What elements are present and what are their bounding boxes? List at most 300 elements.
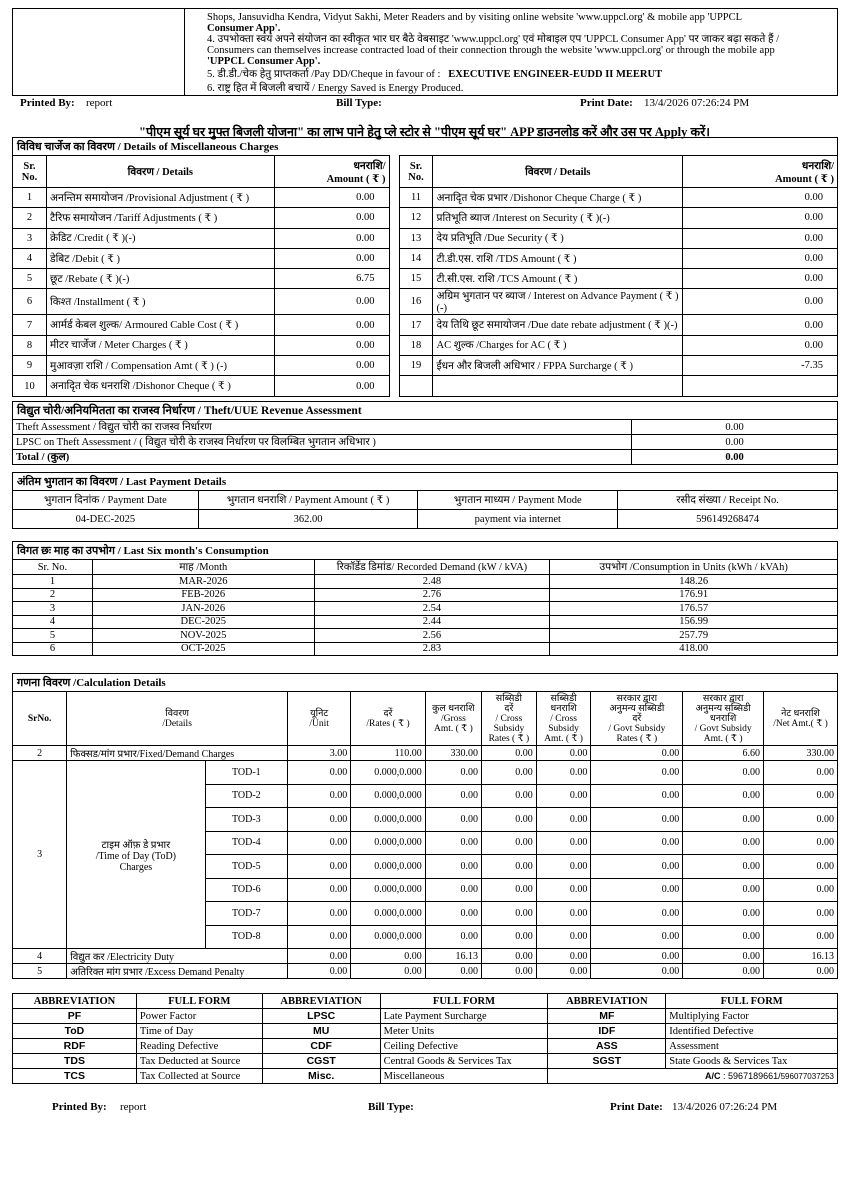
theft-total-label: Total / (कुल) — [13, 450, 632, 465]
theft-total-amount: 0.00 — [632, 450, 838, 465]
footer-bill-type-label: Bill Type: — [368, 1101, 414, 1113]
calc-net: 0.00 — [763, 855, 837, 879]
misc-label: अनादृित चेक धनराशि /Dishonor Cheque ( ₹ ) — [46, 376, 274, 396]
calc-tod-name: TOD-8 — [205, 925, 288, 949]
misc-row — [13, 335, 838, 355]
cons-month: NOV-2025 — [92, 629, 314, 643]
calc-cross-subsidy-rate: 0.00 — [482, 902, 537, 926]
misc-sr: 5 — [13, 269, 47, 289]
calc-gross: 0.00 — [425, 761, 481, 785]
payment-amount: 362.00 — [198, 510, 418, 529]
misc-sr: 6 — [13, 289, 47, 315]
consumption-row — [13, 642, 838, 656]
account-label: A/C — [705, 1071, 721, 1081]
calc-details-header: विवरण /Details — [67, 692, 288, 746]
note-line1: Shops, Jansuvidha Kendra, Vidyut Sakhi, Meter Readers and by visiting online website 'www.uppcl.org' & mobile app 'UPPCL — [207, 12, 743, 23]
last-payment-table — [12, 490, 838, 529]
consumption-row — [13, 615, 838, 629]
payment-mode: payment via internet — [418, 510, 618, 529]
calc-cross-subsidy-amt: 0.00 — [536, 808, 591, 832]
abbr-fullform: Time of Day — [136, 1024, 262, 1039]
misc-charges-title: विविध चार्जेज का विवरण / Details of Miscellaneous Charges — [12, 137, 838, 155]
print-date-label: Print Date: — [580, 97, 633, 109]
theft-section — [12, 401, 838, 465]
calc-rate: 110.00 — [351, 746, 425, 761]
misc-label: अग्रिम भुगतान पर ब्याज / Interest on Advance Payment ( ₹ )(-) — [433, 289, 683, 315]
calc-sr: 2 — [13, 746, 67, 761]
abbr-fullform: Tax Collected at Source — [136, 1069, 262, 1084]
misc-label: प्रतिभूति ब्याज /Interest on Security ( ₹ )(-) — [433, 208, 683, 228]
print-date-value: 13/4/2026 07:26:24 PM — [644, 97, 750, 109]
note-line2: 4. उपभोक्ता स्वयं अपने संयोजन का स्वीकृत भार घर बैठे वेबसाइट 'www.uppcl.org' एवं मोबाइल एप 'UPPCL Consumer App' पर जाकर बढ़ा सकते हैं / — [207, 34, 780, 45]
abbr-code: IDF — [548, 1024, 666, 1039]
calc-unit: 0.00 — [288, 902, 351, 926]
last-payment-header-row — [13, 491, 838, 510]
calc-gross: 0.00 — [425, 925, 481, 949]
misc-amount: 0.00 — [683, 188, 838, 208]
theft-row-label: LPSC on Theft Assessment / ( विद्युत चोरी के राजस्व निर्धारण पर विलम्बित भुगतान अधिभार ) — [13, 435, 632, 450]
note-line5: 6. राष्ट्र हित में बिजली बचायें / Energy Saved is Energy Produced. — [207, 83, 464, 94]
misc-amount: 0.00 — [274, 208, 389, 228]
calc-govt-subsidy-amt: 0.00 — [683, 855, 764, 879]
cons-month: OCT-2025 — [92, 642, 314, 656]
misc-label: अनन्तिम समायोजन /Provisional Adjustment ( ₹ ) — [46, 188, 274, 208]
calc-rate: 0.000,0.000 — [351, 761, 425, 785]
calc-tail-row — [13, 949, 838, 964]
receipt-no: 596149268474 — [618, 510, 838, 529]
misc-amount: -7.35 — [683, 356, 838, 376]
cons-units: 148.26 — [550, 575, 838, 589]
calc-gross: 330.00 — [425, 746, 481, 761]
calc-govt-subsidy-rate: 0.00 — [591, 949, 683, 964]
misc-label: देय प्रतिभूति /Due Security ( ₹ ) — [433, 228, 683, 248]
abbr-header: ABBREVIATION — [13, 994, 137, 1009]
calc-tod-name: TOD-2 — [205, 784, 288, 808]
calc-net: 0.00 — [763, 878, 837, 902]
misc-label: अनादृित चेक प्रभार /Dishonor Cheque Charge ( ₹ ) — [433, 188, 683, 208]
misc-sr: 17 — [399, 315, 433, 335]
calc-sr-header: SrNo. — [13, 692, 67, 746]
consumption-title: विगत छः माह का उपभोग / Last Six month's Consumption — [12, 541, 838, 559]
consumption-table — [12, 559, 838, 656]
calc-label: अतिरिक्त मांग प्रभार /Excess Demand Penalty — [67, 964, 288, 979]
cons-month: DEC-2025 — [92, 615, 314, 629]
last-payment-row — [13, 510, 838, 529]
calc-govt-subsidy-amt: 0.00 — [683, 949, 764, 964]
misc-header-row — [13, 156, 838, 188]
consumption-row — [13, 575, 838, 589]
abbr-code: TDS — [13, 1054, 137, 1069]
cons-units: 156.99 — [550, 615, 838, 629]
calc-net: 0.00 — [763, 902, 837, 926]
calc-cross-subsidy-rate: 0.00 — [482, 949, 537, 964]
misc-amount: 0.00 — [274, 356, 389, 376]
misc-gap — [389, 335, 399, 355]
misc-sr-header: Sr. No. — [13, 156, 47, 188]
abbr-code: LPSC — [262, 1009, 380, 1024]
cons-demand: 2.83 — [314, 642, 550, 656]
calc-rate: 0.000,0.000 — [351, 808, 425, 832]
misc-label: मुआवज़ा राशि / Compensation Amt ( ₹ ) (-) — [46, 356, 274, 376]
calc-header-row — [13, 692, 838, 746]
calc-unit: 0.00 — [288, 808, 351, 832]
misc-sr: 13 — [399, 228, 433, 248]
calc-cross-subsidy-rate: 0.00 — [482, 964, 537, 979]
theft-row-amount: 0.00 — [632, 435, 838, 450]
cons-month: MAR-2026 — [92, 575, 314, 589]
abbr-code: TCS — [13, 1069, 137, 1084]
calc-cross-subsidy-rate: 0.00 — [482, 878, 537, 902]
calc-label: विद्युत कर /Electricity Duty — [67, 949, 288, 964]
abbr-fullform: Tax Deducted at Source — [136, 1054, 262, 1069]
calc-tod-name: TOD-6 — [205, 878, 288, 902]
cons-sr-header: Sr. No. — [13, 560, 93, 575]
calc-rates-header: दरें /Rates ( ₹ ) — [351, 692, 425, 746]
calc-cross-subsidy-rate: 0.00 — [482, 761, 537, 785]
misc-label: क्रेडिट /Credit ( ₹ )(-) — [46, 228, 274, 248]
calc-cross-subsidy-amt: 0.00 — [536, 964, 591, 979]
cons-demand: 2.56 — [314, 629, 550, 643]
abbr-code: SGST — [548, 1054, 666, 1069]
abbr-fullform: Assessment — [666, 1039, 838, 1054]
misc-label — [433, 376, 683, 396]
account-number — [548, 1069, 838, 1084]
calc-fixed-row — [13, 746, 838, 761]
abbr-fullform: Miscellaneous — [380, 1069, 548, 1084]
theft-row-label: Theft Assessment / विद्युत चोरी का राजस्व निर्धारण — [13, 420, 632, 435]
calc-tod-name: TOD-1 — [205, 761, 288, 785]
misc-amount: 0.00 — [274, 228, 389, 248]
calc-cross-subsidy-rate: 0.00 — [482, 855, 537, 879]
abbreviation-section — [12, 993, 838, 1084]
theft-row — [13, 435, 838, 450]
print-header — [20, 97, 820, 111]
calc-govt-subsidy-rate: 0.00 — [591, 964, 683, 979]
cons-demand: 2.48 — [314, 575, 550, 589]
misc-gap — [389, 289, 399, 315]
calc-tod-name: TOD-3 — [205, 808, 288, 832]
misc-amount: 0.00 — [683, 208, 838, 228]
calc-gross: 0.00 — [425, 878, 481, 902]
misc-sr-header-2: Sr. No. — [399, 156, 433, 188]
last-payment-title: अंतिम भुगतान का विवरण / Last Payment Details — [12, 472, 838, 490]
abbr-code: ASS — [548, 1039, 666, 1054]
fullform-header: FULL FORM — [136, 994, 262, 1009]
misc-gap — [389, 208, 399, 228]
calc-tail-row — [13, 964, 838, 979]
calc-govt-subsidy-amt-header: सरकार द्वारा अनुमन्य सब्सिडी धनराशि / Govt Subsidy Amt. ( ₹ ) — [683, 692, 764, 746]
misc-label: डेबिट /Debit ( ₹ ) — [46, 248, 274, 268]
note-line1b: Consumer App'. — [207, 23, 281, 34]
cons-units-header: उपभोग /Consumption in Units (kWh / kVAh) — [550, 560, 838, 575]
calc-cross-subsidy-rate: 0.00 — [482, 831, 537, 855]
misc-amount: 0.00 — [274, 315, 389, 335]
abbr-code: Misc. — [262, 1069, 380, 1084]
misc-amount — [683, 376, 838, 396]
calc-unit: 0.00 — [288, 878, 351, 902]
account-value-2: 596077037253 — [780, 1072, 834, 1081]
abbr-code: MU — [262, 1024, 380, 1039]
misc-amount: 0.00 — [274, 289, 389, 315]
cons-sr: 4 — [13, 615, 93, 629]
calc-cross-subsidy-amt: 0.00 — [536, 761, 591, 785]
notes-blank-cell — [13, 9, 185, 95]
cons-demand-header: रिकॉर्डेड डिमांड/ Recorded Demand (kW / kVA) — [314, 560, 550, 575]
misc-amount: 0.00 — [683, 228, 838, 248]
misc-sr: 10 — [13, 376, 47, 396]
calc-govt-subsidy-rates-header: सरकार द्वारा अनुमन्य सब्सिडी दरें / Govt Subsidy Rates ( ₹ ) — [591, 692, 683, 746]
footer-printed-by-label: Printed By: — [52, 1101, 107, 1113]
consumption-row — [13, 602, 838, 616]
pm-surya-banner: "पीएम सूर्य घर मुफ्त बिजली योजना" का लाभ पाने हेतु प्ले स्टोर से "पीएम सूर्य घर" APP डाउनलोड करें और उस पर Apply करें। — [139, 125, 710, 139]
calc-govt-subsidy-amt: 0.00 — [683, 878, 764, 902]
cons-month: JAN-2026 — [92, 602, 314, 616]
misc-amount: 0.00 — [683, 289, 838, 315]
misc-sr: 4 — [13, 248, 47, 268]
calc-cross-subsidy-amt: 0.00 — [536, 878, 591, 902]
calc-cross-subsidy-rate: 0.00 — [482, 784, 537, 808]
misc-amount: 0.00 — [274, 188, 389, 208]
cons-units: 176.57 — [550, 602, 838, 616]
calc-cross-subsidy-amt: 0.00 — [536, 925, 591, 949]
calc-gross-header: कुल धनराशि /Gross Amt. ( ₹ ) — [425, 692, 481, 746]
calc-tod-name: TOD-5 — [205, 855, 288, 879]
misc-row — [13, 228, 838, 248]
calc-govt-subsidy-amt: 0.00 — [683, 831, 764, 855]
misc-amount: 6.75 — [274, 269, 389, 289]
theft-title: विद्युत चोरी/अनियमितता का राजस्व निर्धारण / Theft/UUE Revenue Assessment — [12, 401, 838, 419]
misc-sr: 12 — [399, 208, 433, 228]
misc-gap — [389, 248, 399, 268]
calc-govt-subsidy-rate: 0.00 — [591, 902, 683, 926]
calc-tod-row — [13, 761, 838, 785]
calc-govt-subsidy-amt: 0.00 — [683, 784, 764, 808]
calc-govt-subsidy-amt: 0.00 — [683, 925, 764, 949]
misc-label: किश्त /Installment ( ₹ ) — [46, 289, 274, 315]
calc-gross: 16.13 — [425, 949, 481, 964]
abbr-fullform: Central Goods & Services Tax — [380, 1054, 548, 1069]
calc-sr: 4 — [13, 949, 67, 964]
calc-tod-name: TOD-7 — [205, 902, 288, 926]
misc-gap — [389, 376, 399, 396]
calc-sr: 5 — [13, 964, 67, 979]
receipt-no-header: रसीद संख्या / Receipt No. — [618, 491, 838, 510]
consumption-row — [13, 588, 838, 602]
calc-cross-subsidy-amt: 0.00 — [536, 902, 591, 926]
abbr-fullform: Reading Defective — [136, 1039, 262, 1054]
misc-amount: 0.00 — [274, 335, 389, 355]
calc-gross: 0.00 — [425, 784, 481, 808]
abbreviation-table — [12, 993, 838, 1084]
calc-net: 0.00 — [763, 784, 837, 808]
misc-sr: 15 — [399, 269, 433, 289]
calc-unit: 0.00 — [288, 964, 351, 979]
footer-print-date-label: Print Date: — [610, 1101, 663, 1113]
payment-date-header: भुगतान दिनांक / Payment Date — [13, 491, 199, 510]
calc-cross-subsidy-rates-header: सब्सिडी दरें / Cross Subsidy Rates ( ₹ ) — [482, 692, 537, 746]
calc-tod-name: TOD-4 — [205, 831, 288, 855]
misc-label: टैरिफ समायोजन /Tariff Adjustments ( ₹ ) — [46, 208, 274, 228]
cons-units: 176.91 — [550, 588, 838, 602]
calc-cross-subsidy-rate: 0.00 — [482, 746, 537, 761]
calc-unit: 0.00 — [288, 949, 351, 964]
abbr-row — [13, 1024, 838, 1039]
misc-sr: 1 — [13, 188, 47, 208]
calc-net: 330.00 — [763, 746, 837, 761]
cons-month: FEB-2026 — [92, 588, 314, 602]
abbr-row — [13, 1069, 838, 1084]
last-payment-section — [12, 472, 838, 529]
misc-row — [13, 248, 838, 268]
abbr-code: ToD — [13, 1024, 137, 1039]
calc-govt-subsidy-rate: 0.00 — [591, 855, 683, 879]
calc-unit: 0.00 — [288, 784, 351, 808]
note-line4-prefix: 5. डी.डी./चेक हेतु प्राप्तकर्ता /Pay DD/Cheque in favour of : — [207, 69, 441, 80]
calc-cross-subsidy-rate: 0.00 — [482, 925, 537, 949]
calc-govt-subsidy-rate: 0.00 — [591, 746, 683, 761]
misc-row — [13, 376, 838, 396]
abbr-fullform: Identified Defective — [666, 1024, 838, 1039]
misc-label: आर्मर्ड केबल शुल्क/ Armoured Cable Cost ( ₹ ) — [46, 315, 274, 335]
calc-cross-subsidy-amt: 0.00 — [536, 784, 591, 808]
calc-govt-subsidy-amt: 6.60 — [683, 746, 764, 761]
calc-sr: 3 — [13, 761, 67, 949]
calc-govt-subsidy-rate: 0.00 — [591, 808, 683, 832]
cons-demand: 2.76 — [314, 588, 550, 602]
misc-charges-table — [12, 155, 838, 397]
misc-amount: 0.00 — [683, 315, 838, 335]
consumption-section — [12, 541, 838, 656]
misc-sr: 2 — [13, 208, 47, 228]
note-line3b: 'UPPCL Consumer App'. — [207, 56, 321, 67]
cons-sr: 1 — [13, 575, 93, 589]
cons-units: 418.00 — [550, 642, 838, 656]
calc-rate: 0.000,0.000 — [351, 855, 425, 879]
theft-total-row — [13, 450, 838, 465]
misc-sr: 8 — [13, 335, 47, 355]
theft-row — [13, 420, 838, 435]
abbr-code: MF — [548, 1009, 666, 1024]
misc-amount-header: धनराशि/ Amount ( ₹ ) — [274, 156, 389, 188]
misc-sr: 19 — [399, 356, 433, 376]
misc-amount: 0.00 — [683, 335, 838, 355]
abbr-code: RDF — [13, 1039, 137, 1054]
calculation-table — [12, 691, 838, 979]
misc-gap — [389, 269, 399, 289]
abbr-code: CGST — [262, 1054, 380, 1069]
calc-label: फिक्सड/मांग प्रभार/Fixed/Demand Charges — [67, 746, 288, 761]
misc-sr: 18 — [399, 335, 433, 355]
misc-label: टी.सी.एस. राशि /TCS Amount ( ₹ ) — [433, 269, 683, 289]
calc-govt-subsidy-rate: 0.00 — [591, 925, 683, 949]
calc-govt-subsidy-rate: 0.00 — [591, 878, 683, 902]
abbr-row — [13, 1054, 838, 1069]
calc-govt-subsidy-amt: 0.00 — [683, 808, 764, 832]
theft-table — [12, 419, 838, 465]
misc-gap — [389, 228, 399, 248]
calc-rate: 0.000,0.000 — [351, 902, 425, 926]
cons-sr: 6 — [13, 642, 93, 656]
calculation-title: गणना विवरण /Calculation Details — [12, 673, 838, 691]
abbr-code: PF — [13, 1009, 137, 1024]
misc-gap — [389, 156, 399, 188]
calc-cross-subsidy-rate: 0.00 — [482, 808, 537, 832]
misc-sr: 16 — [399, 289, 433, 315]
abbr-header: ABBREVIATION — [548, 994, 666, 1009]
calc-unit: 3.00 — [288, 746, 351, 761]
cons-demand: 2.54 — [314, 602, 550, 616]
misc-label: मीटर चार्जेज / Meter Charges ( ₹ ) — [46, 335, 274, 355]
misc-amount-header-2: धनराशि/ Amount ( ₹ ) — [683, 156, 838, 188]
misc-details-header: विवरण / Details — [46, 156, 274, 188]
abbr-row — [13, 1039, 838, 1054]
account-value: : 5967189661/ — [723, 1071, 781, 1081]
calc-unit-header: यूनिट /Unit — [288, 692, 351, 746]
notes-text — [189, 12, 834, 94]
misc-gap — [389, 356, 399, 376]
printed-by-label: Printed By: — [20, 97, 75, 109]
misc-row — [13, 269, 838, 289]
misc-label: AC शुल्क /Charges for AC ( ₹ ) — [433, 335, 683, 355]
calc-cross-subsidy-amt: 0.00 — [536, 949, 591, 964]
calc-govt-subsidy-rate: 0.00 — [591, 784, 683, 808]
footer-printed-by-value: report — [120, 1101, 147, 1113]
abbr-row — [13, 1009, 838, 1024]
abbr-header: ABBREVIATION — [262, 994, 380, 1009]
calc-govt-subsidy-rate: 0.00 — [591, 831, 683, 855]
misc-row — [13, 356, 838, 376]
calc-unit: 0.00 — [288, 925, 351, 949]
calc-cross-subsidy-amt: 0.00 — [536, 855, 591, 879]
fullform-header: FULL FORM — [666, 994, 838, 1009]
payment-mode-header: भुगतान माध्यम / Payment Mode — [418, 491, 618, 510]
misc-label: टी.डी.एस. राशि /TDS Amount ( ₹ ) — [433, 248, 683, 268]
misc-label: देय तिथि छूट समायोजन /Due date rebate adjustment ( ₹ )(-) — [433, 315, 683, 335]
misc-row — [13, 208, 838, 228]
fullform-header: FULL FORM — [380, 994, 548, 1009]
note-line4-value: EXECUTIVE ENGINEER-EUDD II MEERUT — [448, 69, 663, 80]
printed-by-value: report — [86, 97, 113, 109]
calc-net-header: नेट धनराशि /Net Amt.( ₹ ) — [763, 692, 837, 746]
bill-type-label: Bill Type: — [336, 97, 382, 109]
cons-sr: 2 — [13, 588, 93, 602]
calc-net: 0.00 — [763, 964, 837, 979]
misc-row — [13, 289, 838, 315]
misc-label: ईंधन और बिजली अधिभार / FPPA Surcharge ( ₹ ) — [433, 356, 683, 376]
abbr-fullform: State Goods & Services Tax — [666, 1054, 838, 1069]
misc-details-header-2: विवरण / Details — [433, 156, 683, 188]
calc-gross: 0.00 — [425, 855, 481, 879]
misc-row — [13, 315, 838, 335]
misc-gap — [389, 188, 399, 208]
misc-amount: 0.00 — [683, 248, 838, 268]
cons-month-header: माह /Month — [92, 560, 314, 575]
misc-amount: 0.00 — [274, 248, 389, 268]
note-line3: Consumers can themselves increase contracted load of their connection through the website 'www.uppcl.org' or through the mobile app — [207, 45, 775, 56]
calc-rate: 0.000,0.000 — [351, 878, 425, 902]
calc-gross: 0.00 — [425, 831, 481, 855]
calc-gross: 0.00 — [425, 808, 481, 832]
calc-unit: 0.00 — [288, 855, 351, 879]
abbr-fullform: Ceiling Defective — [380, 1039, 548, 1054]
misc-sr: 9 — [13, 356, 47, 376]
calc-net: 0.00 — [763, 831, 837, 855]
calc-gross: 0.00 — [425, 902, 481, 926]
misc-charges-section — [12, 137, 838, 397]
calc-cross-subsidy-amt: 0.00 — [536, 746, 591, 761]
abbr-fullform: Power Factor — [136, 1009, 262, 1024]
misc-row — [13, 188, 838, 208]
